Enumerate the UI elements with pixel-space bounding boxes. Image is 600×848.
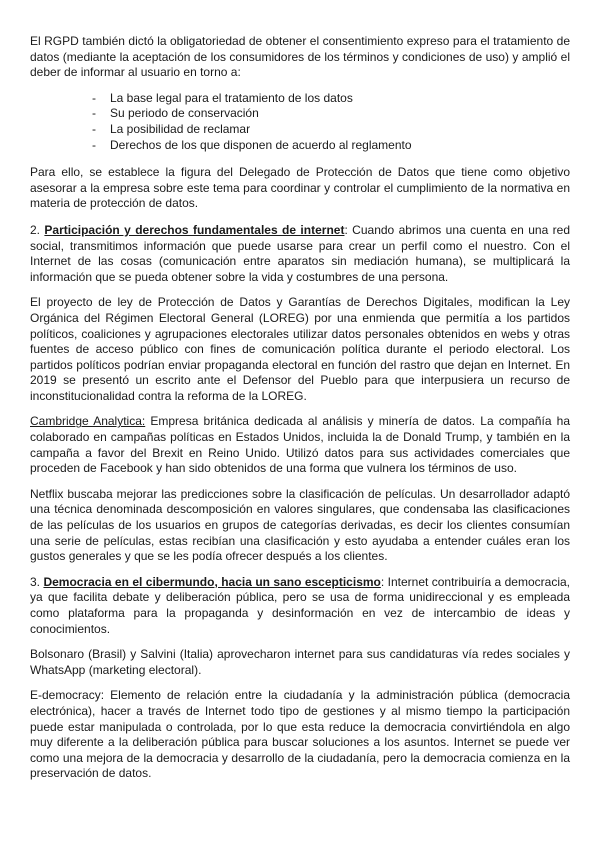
- list-item: - La posibilidad de reclamar: [92, 121, 251, 136]
- list-item: - La base legal para el tratamiento de los datos: [92, 90, 353, 105]
- paragraph-cambridge-analytica: [30, 414, 570, 476]
- cambridge-analytica-label: Cambridge Analytica:: [30, 414, 146, 429]
- section-3-text: : Internet contribuiría a democracia, ya que facilita debate y deliberación pública, pero se usa de forma unidireccional y es empleada como plataforma para la propaganda y desinformación en vez de intercambio de ideas y conocimientos.: [30, 574, 570, 636]
- section-2-text: : Cuando abrimos una cuenta en una red social, transmitimos información que puede usarse para crear un perfil como el nuestro. Con el Internet de las cosas (comunicación entre aparatos sin mediación humana), se multiplicará la información que se pueda obtener sobre la vida y costumbres de una persona.: [30, 222, 570, 284]
- section-3-heading: Democracia en el cibermundo, hacia un sano escepticismo: [43, 574, 381, 589]
- paragraph-e-democracy: E-democracy: Elemento de relación entre la ciudadanía y la administración pública (democracia electrónica), hacer a través de Internet todo tipo de gestiones y al mismo tiempo la participación puede estar manipulada o controlada, por lo que esta reduce la democracia convirtiéndola en algo muy diferente a la deliberación pública para buscar soluciones a los asuntos. Internet se puede ver como una mejora de la democracia y desarrollo de la ciudadanía, pero la democracia comienza en la preservación de datos.: [30, 688, 570, 781]
- section-2: [30, 223, 570, 285]
- rights-list: [30, 91, 570, 153]
- paragraph-bolsonaro-salvini: Bolsonaro (Brasil) y Salvini (Italia) aprovecharon internet para sus candidaturas vía redes sociales y WhatsApp (marketing electoral).: [30, 647, 570, 677]
- bullet-marker: -: [92, 90, 96, 105]
- bullet-marker: -: [92, 137, 96, 152]
- section-2-heading: Participación y derechos fundamentales de internet: [44, 222, 345, 237]
- paragraph-dpo: Para ello, se establece la figura del Delegado de Protección de Datos que tiene como objetivo asesorar a la empresa sobre este tema para coordinar y controlar el cumplimiento de la normativa en materia de protección de datos.: [30, 165, 570, 211]
- section-3: [30, 575, 570, 637]
- paragraph-rgpd-consent: El RGPD también dictó la obligatoriedad de obtener el consentimiento expreso para el tratamiento de datos (mediante la aceptación de los consumidores de los términos y condiciones de uso) y amplió el deber de informar al usuario en torno a:: [30, 34, 570, 80]
- list-item: - Su periodo de conservación: [92, 106, 259, 121]
- paragraph-netflix: Netflix buscaba mejorar las predicciones sobre la clasificación de películas. Un desarrollador adaptó una técnica denominada descomposición en valores singulares, que condensaba las clasificaciones de las películas de los usuarios en grupos de categorías derivadas, es decir los clientes consumían una serie de películas, estas recibían una clasificación y esto ayudaba a entender cuáles eran los gustos generales y que se les podía ofrecer después a los clientes.: [30, 486, 570, 564]
- bullet-marker: -: [92, 106, 96, 121]
- paragraph-loreg: El proyecto de ley de Protección de Datos y Garantías de Derechos Digitales, modifican la Ley Orgánica del Régimen Electoral General (LOREG) por una enmienda que permitía a los partidos políticos, coaliciones y agrupaciones electorales utilizar datos personales obtenidos en webs y otras fuentes de acceso público con fines de comunicación política durante el periodo electoral. Los partidos políticos podrían enviar propaganda electoral en función del rastro que dejan en Internet. En 2019 se presentó un escrito ante el Defensor del Pueblo para que interpusiera un recurso de inconstitucionalidad contra la reforma de la LOREG.: [30, 295, 570, 403]
- bullet-marker: -: [92, 121, 96, 136]
- section-3-number: 3.: [30, 574, 41, 589]
- list-item: - Derechos de los que disponen de acuerdo al reglamento: [92, 137, 412, 152]
- cambridge-analytica-text: Empresa británica dedicada al análisis y minería de datos. La compañía ha colaborado en campañas políticas en Estados Unidos, incluida la de Donald Trump, y también en la campaña a favor del Brexit en Reino Unido. Utilizó datos para sus actividades comerciales que proceden de Facebook y han sido obtenidos de una forma que vulnera los términos de uso.: [30, 414, 570, 476]
- section-2-number: 2.: [30, 222, 41, 237]
